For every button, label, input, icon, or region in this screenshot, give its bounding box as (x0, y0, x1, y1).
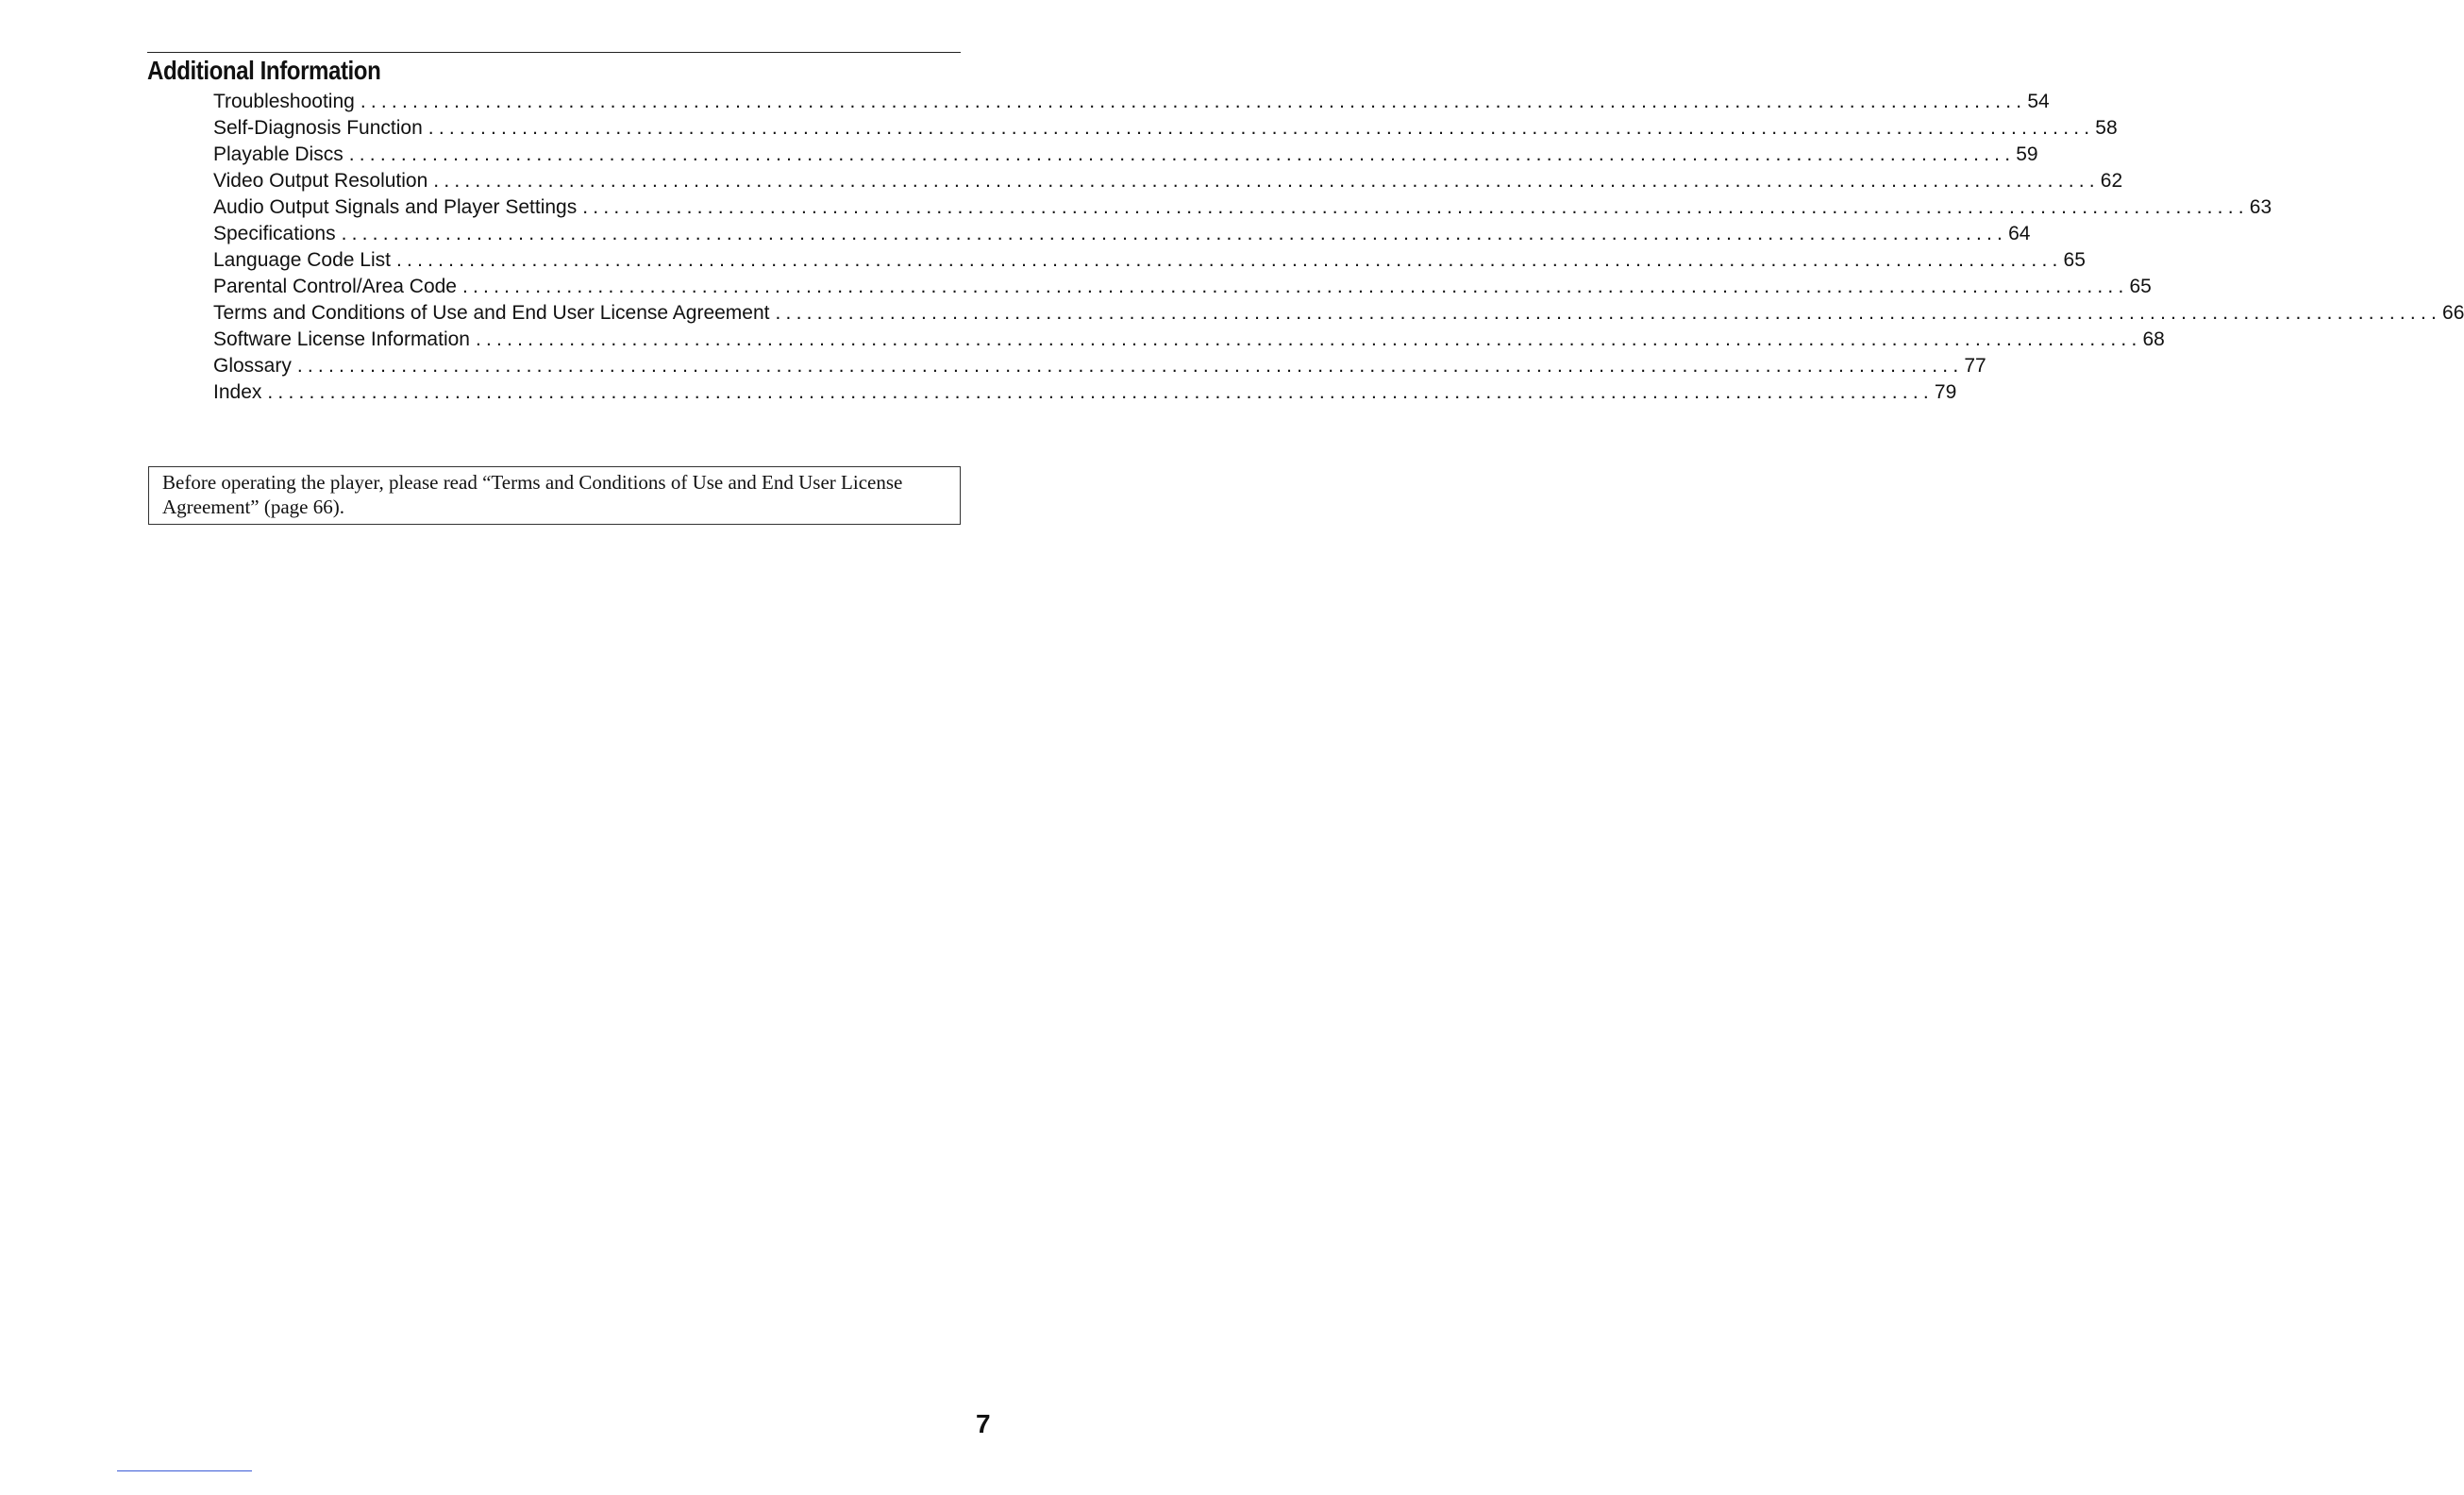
page-number: 7 (976, 1409, 991, 1438)
toc-entry[interactable] (213, 194, 2272, 221)
toc-entry-page: 54 (2027, 91, 2050, 112)
dot-leader: ................................................................................................................................................................ (267, 381, 1934, 403)
toc-entry-title: Parental Control/Area Code (213, 276, 457, 297)
toc-entry[interactable] (213, 274, 2152, 300)
dot-leader: ................................................................................................................................................................ (775, 302, 2442, 324)
toc-entry[interactable] (213, 353, 1986, 379)
toc-entry-title: Index (213, 381, 262, 403)
toc-entry-title: Audio Output Signals and Player Settings (213, 196, 578, 218)
toc-entry-page: 63 (2249, 196, 2272, 218)
toc-entry-title: Software License Information (213, 328, 470, 350)
toc-entry-page: 64 (2008, 223, 2031, 244)
dot-leader: ................................................................................................................................................................ (427, 117, 2095, 139)
toc-entry-page: 58 (2095, 117, 2118, 139)
dot-leader: ................................................................................................................................................................ (396, 249, 2063, 271)
notice-box (148, 466, 961, 525)
dot-leader: ................................................................................................................................................................ (461, 276, 2129, 297)
toc-entry-page: 59 (2016, 143, 2038, 165)
dot-leader: ................................................................................................................................................................ (433, 170, 2100, 192)
dot-leader: ................................................................................................................................................................ (341, 223, 2008, 244)
dot-leader: ................................................................................................................................................................ (360, 91, 2027, 112)
top-divider (147, 52, 961, 53)
toc-entry-title: Self-Diagnosis Function (213, 117, 423, 139)
toc-entry-title: Specifications (213, 223, 336, 244)
toc-entry[interactable] (213, 327, 2165, 353)
toc-entry-page: 65 (2063, 249, 2086, 271)
toc-entry[interactable] (213, 379, 1957, 406)
toc-entry-title: Video Output Resolution (213, 170, 428, 192)
toc-entry-title: Playable Discs (213, 143, 344, 165)
toc-entry[interactable] (213, 115, 2118, 142)
toc-entry-title: Language Code List (213, 249, 391, 271)
dot-leader: ................................................................................................................................................................ (348, 143, 2016, 165)
toc-entry-page: 66 (2442, 302, 2464, 324)
dot-leader: ................................................................................................................................................................ (475, 328, 2142, 350)
toc-entry-page: 79 (1934, 381, 1957, 403)
toc-entry-title: Troubleshooting (213, 91, 355, 112)
table-of-contents (213, 89, 2464, 406)
toc-entry[interactable] (213, 168, 2123, 194)
footer-link-underline (117, 1470, 252, 1471)
dot-leader: ................................................................................................................................................................ (296, 355, 1964, 377)
toc-entry-title: Glossary (213, 355, 292, 377)
toc-entry[interactable] (213, 89, 2050, 115)
toc-entry[interactable] (213, 300, 2464, 327)
notice-text: Before operating the player, please read “Terms and Conditions of Use and End User License Agreement” (page 66). (162, 471, 903, 518)
toc-entry-title: Terms and Conditions of Use and End User License Agreement (213, 302, 770, 324)
toc-entry-page: 68 (2142, 328, 2165, 350)
section-heading: Additional Information (147, 56, 381, 85)
toc-entry-page: 62 (2100, 170, 2123, 192)
toc-entry[interactable] (213, 221, 2031, 247)
toc-entry-page: 65 (2129, 276, 2152, 297)
toc-entry[interactable] (213, 247, 2086, 274)
toc-entry[interactable] (213, 142, 2038, 168)
toc-entry-page: 77 (1964, 355, 1986, 377)
dot-leader: ................................................................................................................................................................ (582, 196, 2249, 218)
